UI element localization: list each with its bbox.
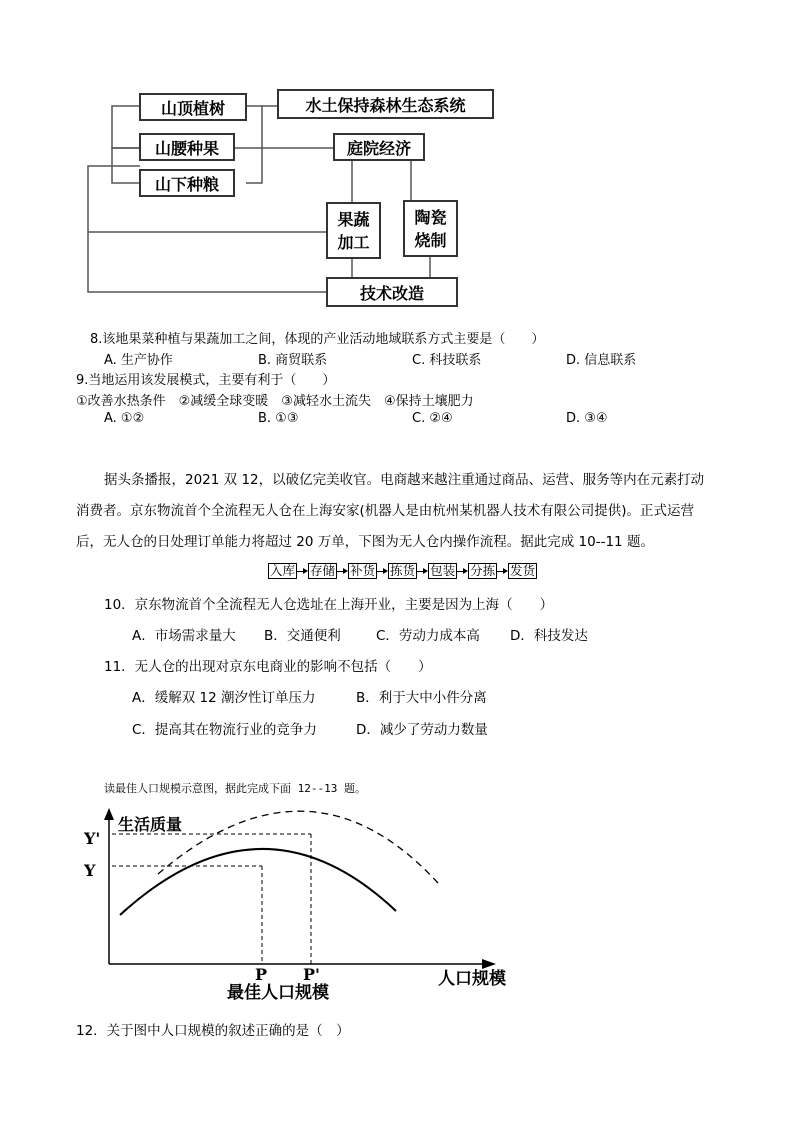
question-8-stem: 8.该地果菜种植与果蔬加工之间，体现的产业活动地域联系方式主要是（ ） bbox=[90, 332, 545, 347]
box-waist-fruit: 山腰种果 bbox=[139, 133, 235, 161]
y-axis-arrow-icon bbox=[104, 808, 114, 820]
question-10-option-b: B．交通便利 bbox=[264, 628, 341, 644]
flow-step: 包装 bbox=[430, 563, 456, 578]
y-prime-label: Y' bbox=[84, 829, 101, 848]
question-10-option-d: D．科技发达 bbox=[510, 628, 588, 644]
ceramic-firing-line1: 陶瓷 bbox=[414, 207, 447, 227]
box-ceramic-firing bbox=[403, 200, 458, 257]
flow-step: 分拣 bbox=[470, 563, 496, 578]
flow-step: 发货 bbox=[510, 563, 536, 578]
dashed-quality-curve bbox=[158, 811, 438, 883]
box-tech-upgrade: 技术改造 bbox=[326, 277, 458, 307]
flow-step: 存储 bbox=[310, 563, 336, 578]
question-10-option-a: A．市场需求量大 bbox=[132, 628, 236, 644]
arrow-right-icon bbox=[377, 564, 388, 578]
question-10-option-c: C．劳动力成本高 bbox=[376, 628, 480, 644]
p-prime-label: P' bbox=[303, 965, 320, 984]
question-9-option-b: B. ①③ bbox=[258, 411, 299, 426]
question-11-option-a: A．缓解双 12 潮汐性订单压力 bbox=[132, 690, 316, 706]
box-top-planting: 山顶植树 bbox=[139, 93, 247, 121]
x-axis-arrow-icon bbox=[482, 959, 496, 969]
graph-caption: 最佳人口规模 bbox=[227, 983, 329, 1003]
question-10-stem: 10．京东物流首个全流程无人仓选址在上海开业，主要是因为上海（ ） bbox=[104, 597, 554, 613]
question-8-option-a: A. 生产协作 bbox=[104, 353, 173, 368]
graph-intro: 读最佳人口规模示意图，据此完成下面 12--13 题。 bbox=[104, 782, 366, 795]
arrow-right-icon bbox=[337, 564, 348, 578]
flow-step: 拣货 bbox=[390, 563, 416, 578]
flow-step: 补货 bbox=[350, 563, 376, 578]
p-label: P bbox=[255, 965, 268, 984]
y-axis-label: 生活质量 bbox=[118, 815, 183, 834]
arrow-right-icon bbox=[417, 564, 428, 578]
question-9-option-d: D. ③④ bbox=[566, 411, 608, 426]
optimal-population-graph bbox=[0, 800, 794, 1010]
solid-quality-curve bbox=[120, 849, 396, 915]
fruit-processing-line1: 果蔬 bbox=[337, 209, 370, 229]
question-8-option-c: C. 科技联系 bbox=[412, 353, 482, 368]
flow-step: 入库 bbox=[270, 563, 296, 578]
warehouse-flow bbox=[268, 563, 537, 579]
question-8-option-d: D. 信息联系 bbox=[566, 353, 637, 368]
box-courtyard-economy: 庭院经济 bbox=[333, 133, 425, 161]
arrow-right-icon bbox=[297, 564, 308, 578]
fruit-processing-line2: 加工 bbox=[337, 232, 370, 252]
arrow-right-icon bbox=[497, 564, 508, 578]
question-11-option-b: B．利于大中小件分离 bbox=[356, 690, 487, 706]
question-11-option-c: C．提高其在物流行业的竞争力 bbox=[132, 722, 317, 738]
question-11-option-d: D．减少了劳动力数量 bbox=[356, 722, 488, 738]
question-8-option-b: B. 商贸联系 bbox=[258, 353, 328, 368]
y-label: Y bbox=[84, 861, 96, 880]
passage-line-2: 消费者。京东物流首个全流程无人仓在上海安家(机器人是由杭州某机器人技术有限公司提供)。正式运营 bbox=[76, 503, 695, 519]
question-11-stem: 11．无人仓的出现对京东电商业的影响不包括（ ） bbox=[104, 659, 432, 675]
question-12-stem: 12．关于图中人口规模的叙述正确的是（ ） bbox=[76, 1023, 350, 1039]
question-9-stem: 9.当地运用该发展模式，主要有利于（ ） bbox=[76, 373, 336, 388]
x-axis-label: 人口规模 bbox=[438, 969, 506, 989]
passage-line-1: 据头条播报，2021 双 12，以破亿完美收官。电商越来越注重通过商品、运营、服务等内在元素打动 bbox=[104, 472, 705, 488]
question-9-statements: ①改善水热条件 ②减缓全球变暖 ③减轻水土流失 ④保持土壤肥力 bbox=[76, 394, 474, 409]
box-foot-crops: 山下种粮 bbox=[139, 169, 235, 197]
question-9-option-a: A. ①② bbox=[104, 411, 145, 426]
passage-line-3: 后，无人仓的日处理订单能力将超过 20 万单，下图为无人仓内操作流程。据此完成 10--11 题。 bbox=[76, 534, 654, 550]
question-9-option-c: C. ②④ bbox=[412, 411, 453, 426]
ceramic-firing-line2: 烧制 bbox=[414, 230, 447, 250]
arrow-right-icon bbox=[457, 564, 468, 578]
box-forest-system: 水土保持森林生态系统 bbox=[277, 89, 494, 119]
box-fruit-processing bbox=[326, 202, 381, 259]
